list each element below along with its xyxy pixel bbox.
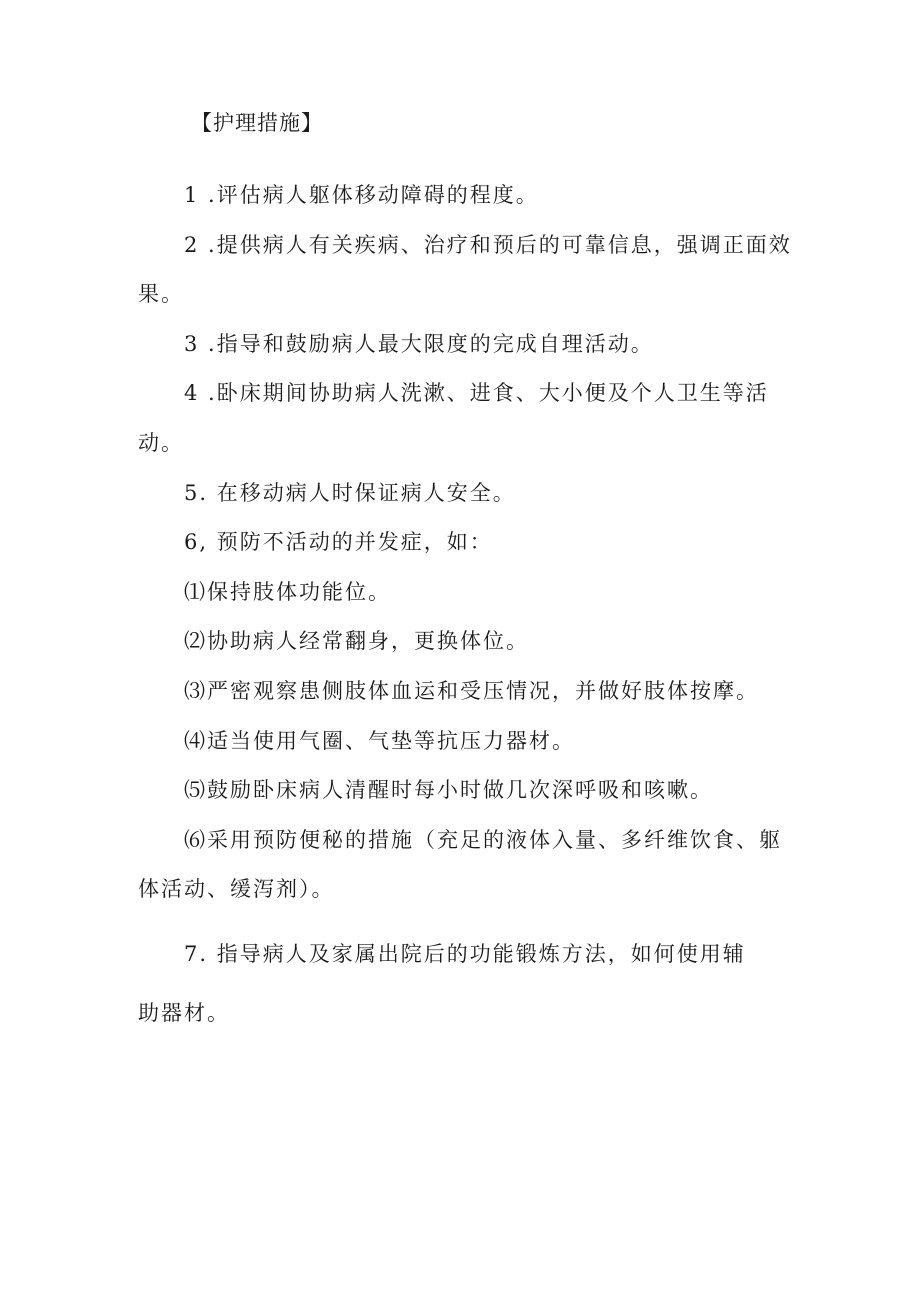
measure-item-7-line-1: 7. 指导病人及家属出院后的功能锻炼方法，如何使用辅 <box>184 941 746 966</box>
measure-item-7-line-2: 助器材。 <box>138 1000 230 1025</box>
measure-item-3: 3 .指导和鼓励病人最大限度的完成自理活动。 <box>184 331 654 356</box>
sub-item-3: ⑶严密观察患侧肢体血运和受压情况，并做好肢体按摩。 <box>184 678 759 703</box>
nursing-measures-list <box>138 171 794 1043</box>
sub-item-6: ⑹采用预防便秘的措施（充足的液体入量、多纤维饮食、躯体活动、缓泻剂）。 <box>138 827 782 902</box>
sub-item-5: ⑸鼓励卧床病人清醒时每小时做几次深呼吸和咳嗽。 <box>184 778 713 803</box>
measure-item-5: 5. 在移动病人时保证病人安全。 <box>184 480 516 505</box>
measure-item-7 <box>138 925 794 1043</box>
section-heading: 【护理措施】 <box>191 111 323 135</box>
measure-item-6: 6, 预防不活动的并发症，如： <box>184 530 493 555</box>
measure-item-2: 2 .提供病人有关疾病、治疗和预后的可靠信息，强调正面效果。 <box>138 232 792 307</box>
measure-item-1: 1 .评估病人躯体移动障碍的程度。 <box>184 183 539 207</box>
sub-item-1: ⑴保持肢体功能位。 <box>184 579 391 604</box>
sub-item-4: ⑷适当使用气圈、气垫等抗压力器材。 <box>184 728 575 753</box>
sub-item-2: ⑵协助病人经常翻身，更换体位。 <box>184 629 529 654</box>
measure-item-4: 4 .卧床期间协助病人洗漱、进食、大小便及个人卫生等活动。 <box>138 381 769 455</box>
